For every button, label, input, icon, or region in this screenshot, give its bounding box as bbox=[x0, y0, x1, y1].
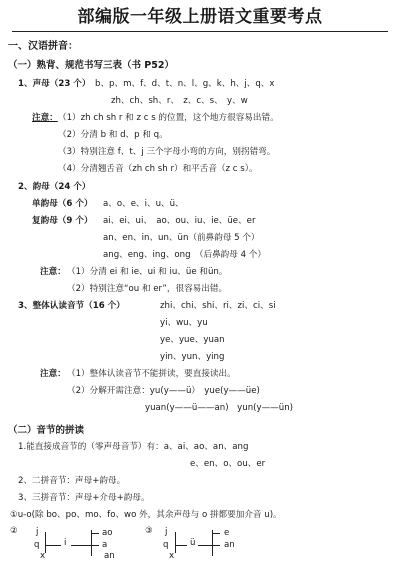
shengmu-line-2: zh、ch、sh、r、 z、c、s、 y、w bbox=[111, 96, 248, 106]
notes2-item: （1）分清 ei 和 ie、ui 和 iu、üe 和ün。 bbox=[67, 267, 228, 277]
notes1-item: （4）分清翘舌音（zh ch sh r）和平舌音（z c s）。 bbox=[58, 164, 258, 174]
notes3-label: 注意： bbox=[40, 369, 66, 379]
compound-finals: ai、ei、ui、 ao、ou、iu、ie、üe、er bbox=[103, 216, 256, 226]
notes1-item: （1）zh ch sh r 和 z c s 的位置，这个地方很容易出错。 bbox=[58, 113, 279, 123]
zhengti-line: yi、wu、yu bbox=[160, 318, 208, 328]
diagram1-initial: j bbox=[36, 527, 39, 537]
page-title: 部编版一年级上册语文重要考点 bbox=[77, 7, 323, 27]
syllable-rule-3: 3、三拼音节：声母+介母+韵母。 bbox=[18, 493, 150, 503]
notes1-label: 注意： bbox=[32, 113, 58, 123]
diagram1-initial: q bbox=[34, 540, 40, 550]
notes1-item: （2）分清 b 和 d、p 和 q。 bbox=[58, 130, 168, 140]
notes2-item: （2）特别注意“ou 和 er”，很容易出错。 bbox=[67, 284, 228, 294]
shengmu-line-1: b、p、m、f、d、t、n、l、g、k、h、j、q、x bbox=[95, 79, 275, 89]
diagram2-initial: q bbox=[163, 540, 169, 550]
diagram2-connector bbox=[198, 545, 212, 546]
notes3-item: yuan(y——ü——an) yun(y——ün) bbox=[145, 403, 294, 413]
diagram2-bracket-left bbox=[175, 532, 176, 553]
shengmu-label: 1、声母（23 个） bbox=[18, 79, 91, 89]
single-finals-label: 单韵母（6 个） bbox=[32, 199, 93, 209]
diagram1-branch bbox=[91, 545, 99, 546]
diagram1-connector bbox=[71, 545, 91, 546]
subsection-heading-three-tables: （一）熟背、规范书写三表（书 P52） bbox=[8, 60, 174, 71]
diagram1-branch bbox=[91, 533, 99, 534]
diagram1-final: a bbox=[102, 540, 108, 550]
syllable-rule-4: ①u-o(除 bo、po、mo、fo、wo 外，其余声母与 o 拼都要加介音 u)。 bbox=[10, 510, 282, 520]
notes3-item: （2）分解开需注意：yu(y——ü） yue(y——üe) bbox=[67, 386, 260, 396]
yunmu-label: 2、韵母（24 个） bbox=[18, 182, 91, 192]
syllable-rule-1b: e、en、o、ou、er bbox=[190, 459, 266, 469]
single-finals: a、o、e、i、u、ü、 bbox=[103, 199, 184, 209]
diagram2-branch bbox=[212, 533, 220, 534]
diagram2-medial: ü bbox=[190, 538, 196, 548]
diagram1-connector bbox=[45, 545, 61, 546]
diagram2-initial: x bbox=[169, 551, 175, 561]
notes1-item: （3）特别注意 f、t、j 三个字母小弯的方向，别拐错弯。 bbox=[58, 147, 276, 157]
front-nasal-finals: an、en、in、un、ün（前鼻韵母 5 个） bbox=[103, 233, 260, 243]
diagram-marker-2: ② bbox=[10, 526, 18, 536]
syllable-rule-1: 1.能直接成音节的（零声母音节）有：a、ai、ao、an、ang bbox=[18, 442, 249, 452]
diagram1-medial: i bbox=[64, 538, 67, 548]
diagram2-branch bbox=[212, 545, 220, 546]
notes3-item: （1）整体认读音节不能拼读，要直接读出。 bbox=[67, 369, 236, 379]
diagram1-final: ao bbox=[102, 528, 113, 538]
subsection-heading-syllables: （二）音节的拼读 bbox=[8, 425, 85, 436]
diagram1-final: an bbox=[104, 551, 115, 561]
diagram2-initial: j bbox=[165, 527, 168, 537]
syllable-rule-2: 2、二拼音节：声母+韵母。 bbox=[18, 476, 126, 486]
zhengti-line: ye、yue、yuan bbox=[160, 335, 225, 345]
back-nasal-finals: ang、eng、ing、ong （后鼻韵母 4 个） bbox=[103, 250, 266, 260]
diagram1-initial: x bbox=[40, 551, 46, 561]
zhengti-line: yin、yun、ying bbox=[160, 352, 225, 362]
diagram2-final: an bbox=[224, 540, 235, 550]
zhengti-line: zhi、chi、shi、ri、zi、ci、si bbox=[160, 301, 276, 311]
notes2-label: 注意： bbox=[40, 267, 66, 277]
zhengti-label: 3、整体认读音节（16 个） bbox=[18, 301, 125, 311]
diagram2-connector bbox=[175, 545, 187, 546]
diagram1-bracket-left bbox=[45, 532, 46, 553]
diagram-marker-3: ③ bbox=[145, 526, 153, 536]
section-heading-pinyin: 一、汉语拼音： bbox=[8, 41, 78, 52]
diagram2-final: e bbox=[224, 528, 230, 538]
title-underline bbox=[12, 31, 388, 32]
compound-finals-label: 复韵母（9 个） bbox=[32, 216, 93, 226]
